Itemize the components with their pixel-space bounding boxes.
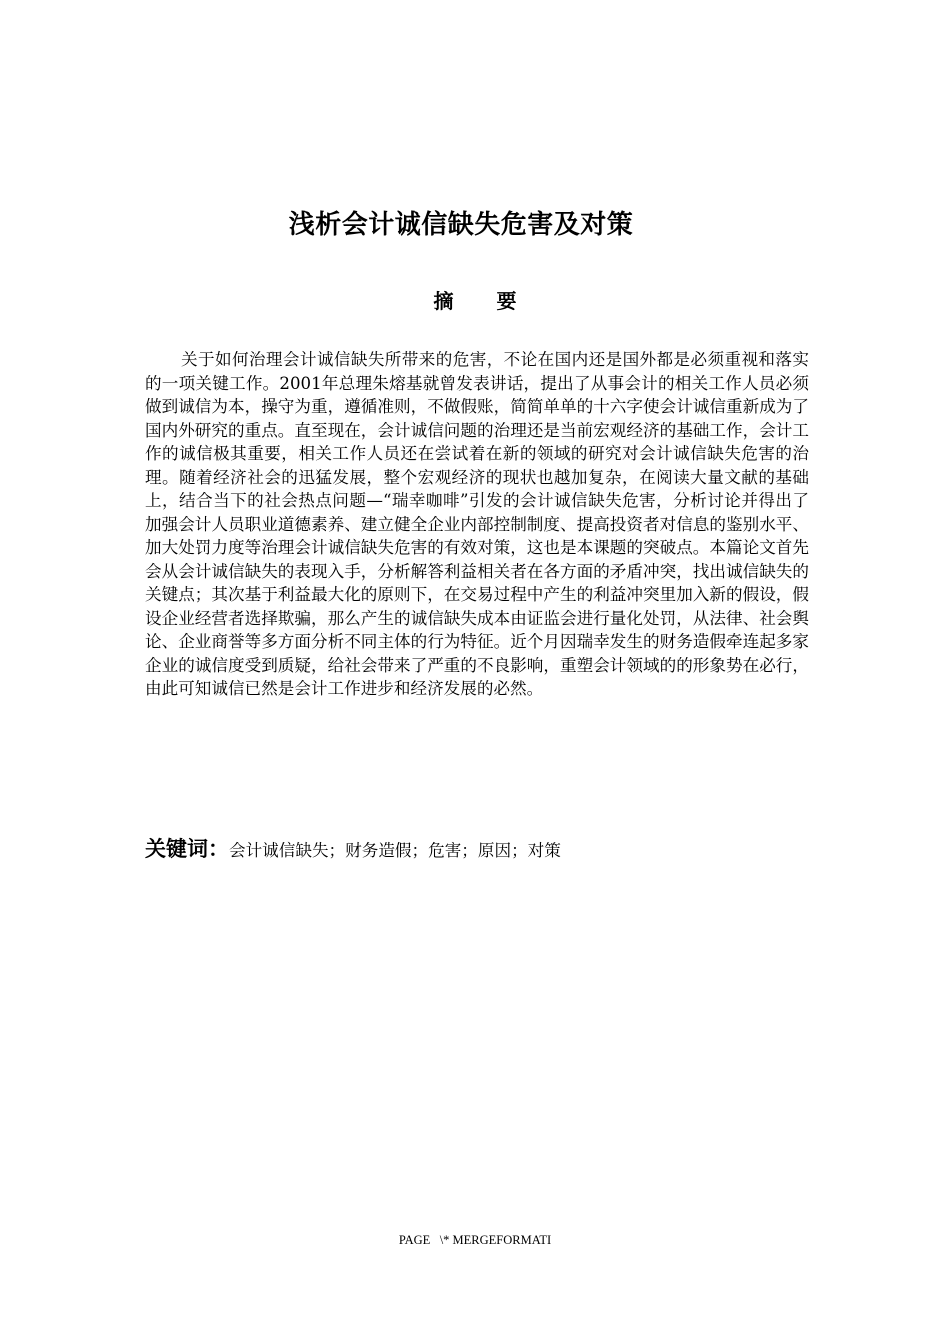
keywords-text: 会计诚信缺失；财务造假；危害；原因；对策 [229, 841, 561, 860]
abstract-body: 关于如何治理会计诚信缺失所带来的危害，不论在国内还是国外都是必须重视和落实的一项关键工作。2001年总理朱熔基就曾发表讲话，提出了从事会计的相关工作人员必须做到诚信为本，操守为重，遵循准则，不做假账，简简单单的十六字使会计诚信重新成为了国内外研究的重点。直至现在，会计诚信问题的治理还是当前宏观经济的基础工作，会计工作的诚信极其重要，相关工作人员还在尝试着在新的领域的研究对会计诚信缺失危害的治理。随着经济社会的迅猛发展，整个宏观经济的现状也越加复杂，在阅读大量文献的基础上，结合当下的社会热点问题—“瑞幸咖啡”引发的会计诚信缺失危害，分析讨论并得出了加强会计人员职业道德素养、建立健全企业内部控制制度、提高投资者对信息的鉴别水平、加大处罚力度等治理会计诚信缺失危害的有效对策，这也是本课题的突破点。本篇论文首先会从会计诚信缺失的表现入手，分析解答利益相关者在各方面的矛盾冲突，找出诚信缺失的关键点；其次基于利益最大化的原则下，在交易过程中产生的利益冲突里加入新的假设，假设企业经营者选择欺骗，那么产生的诚信缺失成本由证监会进行量化处罚，从法律、社会舆论、企业商誉等多方面分析不同主体的行为特征。近个月因瑞幸发生的财务造假牵连起多家企业的诚信度受到质疑，给社会带来了严重的不良影响，重塑会计领域的的形象势在必行，由此可知诚信已然是会计工作进步和经济发展的必然。 [145, 350, 809, 698]
abstract-heading: 摘 要 [433, 289, 535, 313]
keywords-label: 关键词： [145, 837, 229, 861]
document-title: 浅析会计诚信缺失危害及对策 [288, 210, 634, 240]
page-footer-field-code: PAGE \* MERGEFORMATI [398, 1233, 552, 1247]
keywords-line [145, 832, 809, 869]
